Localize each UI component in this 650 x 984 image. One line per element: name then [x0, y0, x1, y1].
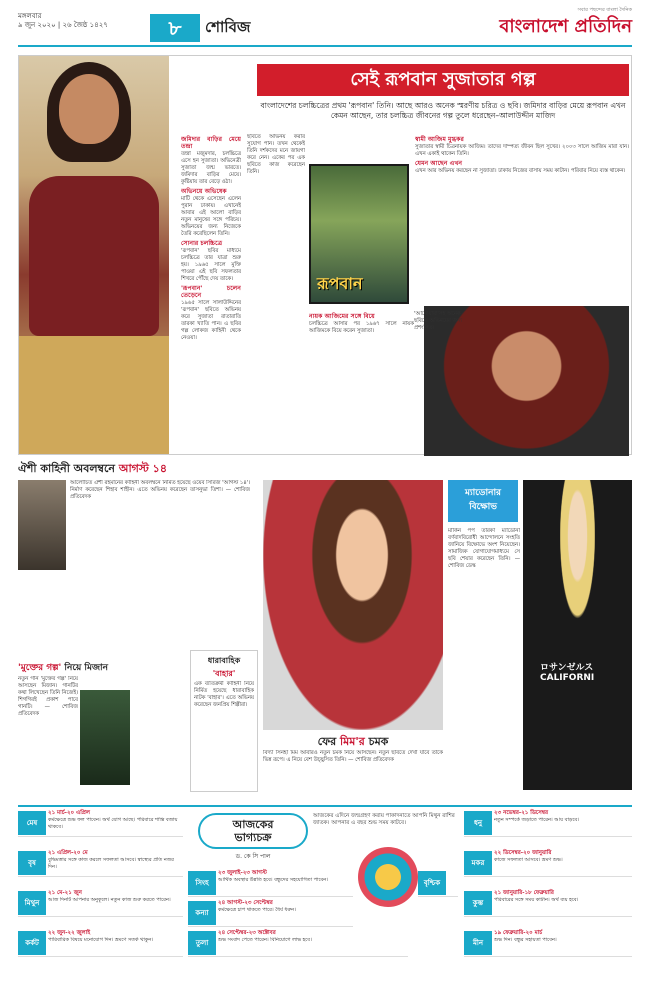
zodiac-date: ২৪ সেপ্টেম্বর-২৩ অক্টোবর [218, 930, 276, 936]
zodiac-date: ১৯ ফেব্রুয়ারি-২০ মার্চ [494, 930, 543, 936]
mim-photo [263, 480, 443, 730]
zodiac-date: ২২ জুন-২২ জুলাই [48, 930, 91, 936]
body-text: মাটি থেকে এসেছেন এলেন পুরান ঢাকায়। এখানেই আবার এই আলো বাড়ির নতুন মানুষের সঙ্গে পরিচয়। অভিনয়ের জন্য নিজেকে তৈরি করেছিলেন তিনি। [181, 196, 241, 237]
body-text: ১৯৬৫ সালে সালাউদ্দিনের 'রূপবান' ছবিতে অভিনয় করে সুজাতা রাতারাতি তারকা খ্যাতি পান। এ ছবির গল্প লোকজ কাহিনী থেকে নেওয়া। [181, 300, 241, 341]
zodiac-text: নতুন সম্পর্কে জড়াতে পারেন। আয় বাড়বে। [494, 817, 580, 823]
feature-column-3 [415, 134, 629, 302]
zodiac-sign: কর্কট [18, 931, 46, 955]
body-text: ছবিতে অভিনয় করার সুযোগ পান। তখন থেকেই তিনি দর্শকদের মনে জায়গা করে নেন। একের পর এক ছবিতে কাজ করেছেন তিনি। [247, 134, 305, 175]
mim-text: বিদ্যা সিনহা মিম আবারও নতুন চমক নিয়ে আসছেন। নতুন ছবিতে দেখা যাবে তাকে ভিন্ন রূপে। এ নিয়ে বেশ উচ্ছ্বসিত তিনি। — শোবিজ প্রতিবেদক [263, 750, 443, 763]
zodiac-sign: সিংহ [188, 871, 216, 895]
subhead: স্বামী আজিম মুগ্ধকর [415, 136, 464, 143]
photo-saree [29, 176, 159, 336]
body-text: তন্দ্রা মজুমদার, চলচ্চিত্রে এসে হন সুজাতা। অভিনেত্রী সুজাতা জন্ম ভারতে। জমিদার বাড়ির মেয়ে। কুষ্টিয়ায় তার বেড়ে ওঠা। [181, 151, 241, 185]
zodiac-sign: বৃষ [18, 851, 46, 875]
subhead: অভিনয়ে অভিষেক [181, 188, 227, 195]
subhead: 'রূপবান' চলেন তেড়েনে [181, 285, 241, 299]
madonna-shirt-text [540, 660, 594, 683]
dharabahik-name: 'বাহার' [212, 669, 236, 678]
feature-column-4 [309, 311, 414, 451]
zodiac-sign: কুম্ভ [464, 891, 492, 915]
subhead: যেমন আছেন এখন [415, 160, 463, 167]
zodiac-sign: বৃশ্চিক [418, 871, 446, 895]
zodiac-text: বুদ্ধিমত্তার সঙ্গে কাজ করলে সফলতা আসবে। স্বাস্থ্যের প্রতি নজর দিন। [48, 857, 174, 870]
title-line: ভাগ্যচক্র [234, 831, 272, 844]
body-text: 'রূপবান' ছবির মাধ্যমে চলচ্চিত্রে তার যাত্রা শুরু হয়। ১৯৬৫ সালে মুক্তি পাওয়া এই ছবি সফলতার শিখরে পৌঁছে দেয় তাকে। [181, 248, 241, 282]
headline-part: নিয়ে মিজান [61, 663, 109, 673]
headline-part: ফের [317, 735, 340, 748]
zodiac-date: ২৩ জুলাই-২৩ আগস্ট [218, 870, 267, 876]
horoscope-title [198, 813, 308, 849]
madonna-title: ম্যাডোনার [465, 488, 501, 498]
horoscope-item [188, 929, 408, 957]
logo-tagline: সবার পছন্দের বাংলা দৈনিক [577, 7, 632, 13]
horoscope-item [464, 849, 632, 877]
zodiac-text: শুভ দিন। বন্ধুর সহায়তা পাবেন। [494, 937, 557, 943]
zodiac-date: ২১ মার্চ-২০ এপ্রিল [48, 810, 90, 816]
zodiac-sign: মীন [464, 931, 492, 955]
horoscope-item [464, 889, 632, 917]
horoscope-item [418, 869, 458, 897]
horoscope-intro: আজকের এদিনে জন্মগ্রহণ করায় পাকাদনাতে আপনি মিথুন রাশির জাতক। আপনার এ বছর শুভ সময় কাটবে। [313, 813, 455, 826]
zodiac-text: আর্থিক অবস্থার উন্নতি হবে। বন্ধুদের সহযোগিতা পাবেন। [218, 877, 329, 883]
newspaper-logo: বাংলাদেশ প্রতিদিন [499, 16, 632, 37]
date: ৯ জুন ২০২০ | ২৬ জৈষ্ঠ ১৪২৭ [18, 21, 108, 29]
header-divider [18, 45, 632, 47]
feature-title: সেই রূপবান সুজাতার গল্প [257, 64, 629, 96]
page-header [0, 0, 650, 52]
date-block [18, 12, 108, 30]
headline-highlight: 'মুক্তের গল্প' [18, 663, 62, 673]
zodiac-wheel-icon [358, 847, 418, 907]
body-text: এখন আর অভিনয় করছেন না সুজাতা। ঢাকায় নিজের বাসায় সময় কাটান। পরিবার নিয়ে ব্যস্ত থাকেন। [415, 168, 626, 174]
zodiac-sign: মেষ [18, 811, 46, 835]
headline-highlight: আগস্ট ১৪ [118, 462, 167, 475]
zodiac-text: কাজে সফলতা আসবে। ভ্রমণ শুভ। [494, 857, 563, 863]
zodiac-date: ২১ এপ্রিল-২০ মে [48, 850, 88, 856]
page-number: ৮ [150, 14, 200, 42]
portrait-caption: 'আনোয়ারা'সহ অনেক ছবিতে অভিনয়ের জন্য প্রশংসিত। [414, 311, 462, 331]
shirt-line: CALIFORNI [540, 673, 595, 683]
horoscope-author: ড. কে সি পাল [235, 853, 271, 860]
madonna-photo [523, 480, 632, 790]
dharabahik-text: এক ব্যতিক্রমী কাহিনী নিয়ে নির্মিত হয়েছে ধারাবাহিক নাটক 'বাহার'। এতে অভিনয় করেছেন জনপ্রিয় শিল্পীরা। [194, 681, 254, 708]
feature-column-1 [181, 134, 241, 450]
title-line: আজকের [232, 818, 274, 831]
horoscope-header [188, 809, 458, 860]
subhead: নায়ক আজিমের সঙ্গে বিয়ে [309, 313, 375, 320]
zodiac-sign: কন্যা [188, 901, 216, 925]
body-text: সুজাতার স্বামী চিত্রনায়ক আজিম। তাদের দাম্পত্য জীবন ছিল সুখের। ২০০৩ সালে আজিম মারা যান। এখন একাই থাকেন তিনি। [415, 144, 629, 157]
mizan-headline [18, 660, 178, 675]
horoscope-item [18, 929, 183, 957]
dharabahik-box [190, 650, 258, 792]
horoscope-item [464, 809, 632, 837]
feature-story [18, 55, 632, 455]
zodiac-text: কর্মক্ষেত্রে শুভ ফল পাবেন। অর্থ যোগ আছে। পরিবারে শান্তি বজায় থাকবে। [48, 817, 178, 830]
dharabahik-title: ধারাবাহিক [207, 656, 241, 665]
horoscope-item [18, 889, 183, 917]
zodiac-text: আজ দিনটি আপনার অনুকূলে। নতুন কাজ শুরু করতে পারেন। [48, 897, 171, 903]
horoscope-section [18, 805, 632, 970]
subhead: সোনার চলচ্চিত্রে [181, 240, 223, 247]
zodiac-text: পরিবারের সঙ্গে সময় কাটান। অর্থ ব্যয় হবে। [494, 897, 579, 903]
aishi-headline [18, 460, 248, 476]
zodiac-date: ২৩ নভেম্বর-২১ ডিসেম্বর [494, 810, 548, 816]
horoscope-item [18, 849, 183, 877]
horoscope-item [18, 809, 183, 837]
section-title: শোবিজ [205, 18, 251, 36]
mizan-text: নতুন গান 'মুক্তের গল্প' নিয়ে আসছেন মিজান। গানটির কথা লিখেছেন তিনি নিজেই। শিগগিরই প্রকাশ পাবে গানটি। — শোবিজ প্রতিবেদক [18, 676, 78, 717]
photo-face [59, 74, 119, 144]
shirt-line: ロサンゼルス [540, 663, 594, 673]
zodiac-date: ২১ মে-২১ জুন [48, 890, 82, 896]
poster-title: রূপবান [317, 274, 363, 293]
madonna-subtitle: বিক্ষোভ [469, 502, 497, 512]
zodiac-text: কর্মক্ষেত্রে চাপ থাকতে পারে। ধৈর্য ধরুন। [218, 907, 296, 913]
zodiac-date: ২১ জানুয়ারি-১৮ ফেব্রুয়ারি [494, 890, 554, 896]
madonna-title-box [448, 480, 518, 522]
horoscope-item [464, 929, 632, 957]
zodiac-text: পারিবারিক বিষয়ে মনোযোগ দিন। ভ্রমণে সতর্ক থাকুন। [48, 937, 154, 943]
mizan-photo [80, 690, 130, 785]
zodiac-sign: তুলা [188, 931, 216, 955]
feature-column-2 [247, 134, 305, 450]
zodiac-date: ২৪ আগস্ট-২৩ সেপ্টেম্বর [218, 900, 273, 906]
zodiac-sign: মকর [464, 851, 492, 875]
zodiac-text: শুভ সংবাদ পেতে পারেন। বিনিয়োগে লাভ হবে। [218, 937, 312, 943]
feature-intro: বাংলাদেশের চলচ্চিত্রের প্রথম 'রূপবান' তিনি। আছে আরও অনেক স্মরণীয় চরিত্র ও ছবি। জমিদার বাড়ির মেয়ে রূপবান এখন কেমন আছেন, তার চলচ্চিত্র জীবনের গল্প তুলে ধরেছেন–আলাউদ্দীন মাজিদ [260, 101, 626, 120]
aishi-photo [18, 480, 66, 570]
zodiac-date: ২২ ডিসেম্বর-২০ জানুয়ারি [494, 850, 552, 856]
body-text: চলচ্চিত্রে আসার পর ১৯৬৭ সালে নায়ক আজিমকে বিয়ে করেন সুজাতা। [309, 321, 414, 334]
headline-part: চমক [364, 735, 389, 748]
zodiac-sign: ধনু [464, 811, 492, 835]
horoscope-item [188, 869, 353, 897]
weekday: মঙ্গলবার [18, 12, 42, 20]
photo-field [19, 336, 169, 454]
aishi-text: আলোচিত ঐশী রহমানের কাহিনী অবলম্বনে নির্মিত হয়েছে ওয়েব সিরিজ 'আগস্ট ১৪'। নির্মাণ করেছেন শিহাব শাহীন। এতে অভিনয় করেছেন তাসনুভা তিশা। — শোবিজ প্রতিবেদক [70, 480, 250, 500]
rupban-poster [309, 164, 409, 304]
headline-highlight: মিম'র [340, 735, 365, 748]
madonna-text: মার্কিন পপ তারকা ম্যাডোনা বর্ণবাদবিরোধী আন্দোলনে সংহতি জানিয়ে বিক্ষোভে অংশ নিয়েছেন। সামাজিক যোগাযোগমাধ্যমে সে ছবি শেয়ার করেছেন তিনি। — শোবিজ ডেস্ক [448, 528, 520, 569]
headline-part: ঐশী কাহিনী অবলম্বনে [18, 462, 119, 475]
horoscope-item [188, 899, 353, 927]
zodiac-sign: মিথুন [18, 891, 46, 915]
middle-section [18, 460, 632, 795]
sujata-photo [19, 56, 169, 454]
subhead: জমিদার বাড়ির মেয়ে তন্দ্রা [181, 136, 241, 150]
